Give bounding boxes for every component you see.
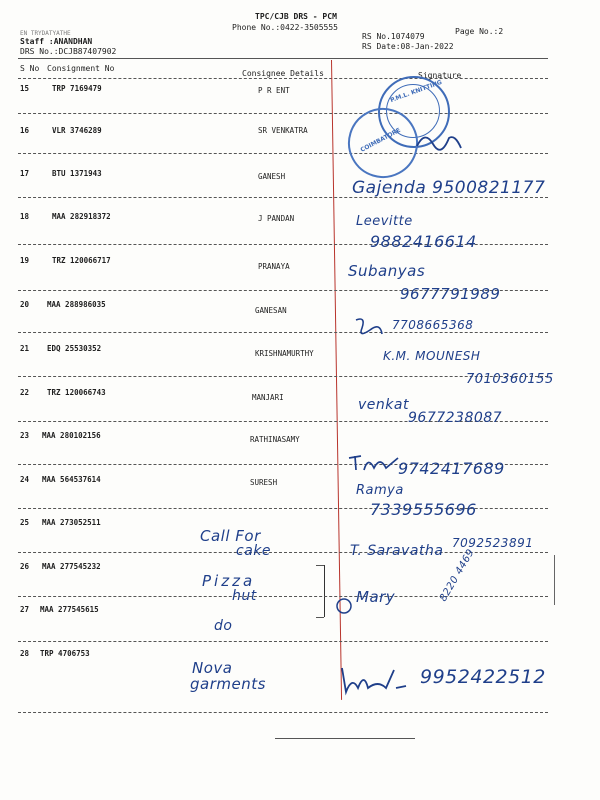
row-20-consignment: MAA 288986035 <box>47 300 106 309</box>
row-28-handwritten-note: Nova <box>192 659 233 677</box>
row-24-consignment: MAA 564537614 <box>42 475 101 484</box>
row-21-consignment: EDQ 25530352 <box>47 344 102 353</box>
stamp-signature-scribble <box>415 126 465 156</box>
col-header-consignment: Consignment No <box>47 64 115 73</box>
row-28-handwritten-phone: 9952422512 <box>420 666 546 688</box>
row-26-handwritten-note: Pizza <box>202 572 256 590</box>
row-28-signature-scribble <box>338 658 410 696</box>
staff-name: Staff :ANANDHAN <box>20 37 93 46</box>
col-header-consignee: Consignee Details <box>242 69 324 78</box>
stamp-top-text: P.M.L. KNITTING <box>389 78 443 105</box>
row-18-handwritten-phone: 9882416614 <box>370 232 477 251</box>
row-24-sno: 24 <box>20 475 30 484</box>
row-19-consignment: TRZ 120066717 <box>52 256 111 265</box>
row-17-consignment: BTU 1371943 <box>52 169 102 178</box>
row-20-sno: 20 <box>20 300 30 309</box>
row-25-handwritten-phone: 7092523891 <box>452 536 534 550</box>
row-22-handwritten-phone: 9677238087 <box>408 410 503 426</box>
row-19-handwritten-phone: 9677791989 <box>400 285 501 303</box>
row-21-handwritten-phone: 7010360155 <box>466 372 554 387</box>
phone-number: Phone No.:0422-3505555 <box>232 23 338 32</box>
row-23-handwritten-phone: 9742417689 <box>398 459 505 478</box>
header-rule <box>18 58 548 59</box>
bottom-rule <box>275 738 415 739</box>
row-28-sno: 28 <box>20 649 30 658</box>
row-15-consignee: P R ENT <box>258 86 290 95</box>
row-22-consignee: MANJARI <box>252 393 284 402</box>
row-15-sno: 15 <box>20 84 30 93</box>
row-25-handwritten-note-2: cake <box>236 543 271 559</box>
row-23-sno: 23 <box>20 431 30 440</box>
stamp-bottom-text: COIMBATORE <box>359 126 402 154</box>
row-26-handwritten-phone: 8220 4469 <box>438 547 477 604</box>
row-26-sno: 26 <box>20 562 30 571</box>
row-26-circle-mark <box>334 596 354 616</box>
bracket-bottom <box>316 617 324 618</box>
row-23-consignment: MAA 280102156 <box>42 431 101 440</box>
row-25-handwritten-signature: T. Saravatha <box>350 543 444 559</box>
row-23-consignee: RATHINASAMY <box>250 435 300 444</box>
row-19-sno: 19 <box>20 256 30 265</box>
row-20-consignee: GANESAN <box>255 306 287 315</box>
row-20-handwritten-phone: 7708665368 <box>392 318 474 332</box>
row-18-consignee: J PANDAN <box>258 214 295 223</box>
row-25-consignment: MAA 273052511 <box>42 518 101 527</box>
row-19-consignee: PRANAYA <box>258 262 290 271</box>
sheet-title: TPC/CJB DRS - PCM <box>255 12 337 21</box>
row-separator <box>18 596 548 597</box>
row-26-handwritten-note-2: hut <box>232 588 257 604</box>
row-18-handwritten-name: Leevitte <box>356 214 413 229</box>
row-22-sno: 22 <box>20 388 30 397</box>
row-separator <box>18 113 548 114</box>
row-15-consignment: TRP 7169479 <box>52 84 102 93</box>
row-separator <box>18 712 548 713</box>
row-17-consignee: GANESH <box>258 172 286 181</box>
rs-date: RS Date:08-Jan-2022 <box>362 42 454 51</box>
row-separator <box>18 153 548 154</box>
bracket-top <box>316 565 324 566</box>
row-27-sno: 27 <box>20 605 30 614</box>
row-27-consignment: MAA 277545615 <box>40 605 99 614</box>
row-25-handwritten-note: Call For <box>200 527 261 545</box>
row-separator <box>18 641 548 642</box>
row-19-handwritten-name: Subanyas <box>348 262 426 280</box>
column-header-rule <box>18 78 548 79</box>
row-28-handwritten-note-2: garments <box>190 675 266 693</box>
row-17-handwritten-signature: Gajenda 9500821177 <box>352 178 546 198</box>
row-26-handwritten-signature: Mary <box>356 588 396 606</box>
row-17-sno: 17 <box>20 169 30 178</box>
row-22-handwritten-name: venkat <box>358 397 409 413</box>
col-header-sno: S No <box>20 64 40 73</box>
row-20-signature-scribble <box>352 314 386 340</box>
row-18-sno: 18 <box>20 212 30 221</box>
row-16-consignee: SR VENKATRA <box>258 126 308 135</box>
row-26-consignment: MAA 277545232 <box>42 562 101 571</box>
row-25-sno: 25 <box>20 518 30 527</box>
row-22-consignment: TRZ 120066743 <box>47 388 106 397</box>
rs-number: RS No.1074079 <box>362 32 425 41</box>
row-27-handwritten-ditto: do <box>214 618 233 634</box>
row-23-signature-scribble <box>346 448 401 474</box>
drs-number: DRS No.:DCJB87407902 <box>20 47 117 56</box>
row-18-consignment: MAA 282918372 <box>52 212 111 221</box>
row-24-consignee: SURESH <box>250 478 278 487</box>
row-24-handwritten-phone: 7339555696 <box>370 500 477 519</box>
row-21-handwritten-name: K.M. MOUNESH <box>383 349 481 363</box>
faint-header-text: EN TRYDATYATHE <box>20 30 71 37</box>
row-16-consignment: VLR 3746289 <box>52 126 102 135</box>
row-28-consignment: TRP 4706753 <box>40 649 90 658</box>
row-21-sno: 21 <box>20 344 30 353</box>
col-header-signature: Signature <box>418 71 462 80</box>
row-21-consignee: KRISHNAMURTHY <box>255 349 314 358</box>
bracket-mark <box>324 565 325 617</box>
row-16-sno: 16 <box>20 126 30 135</box>
row-separator <box>18 332 548 333</box>
page-number: Page No.:2 <box>455 27 504 36</box>
edge-mark <box>554 555 555 605</box>
row-24-handwritten-name: Ramya <box>356 483 404 498</box>
